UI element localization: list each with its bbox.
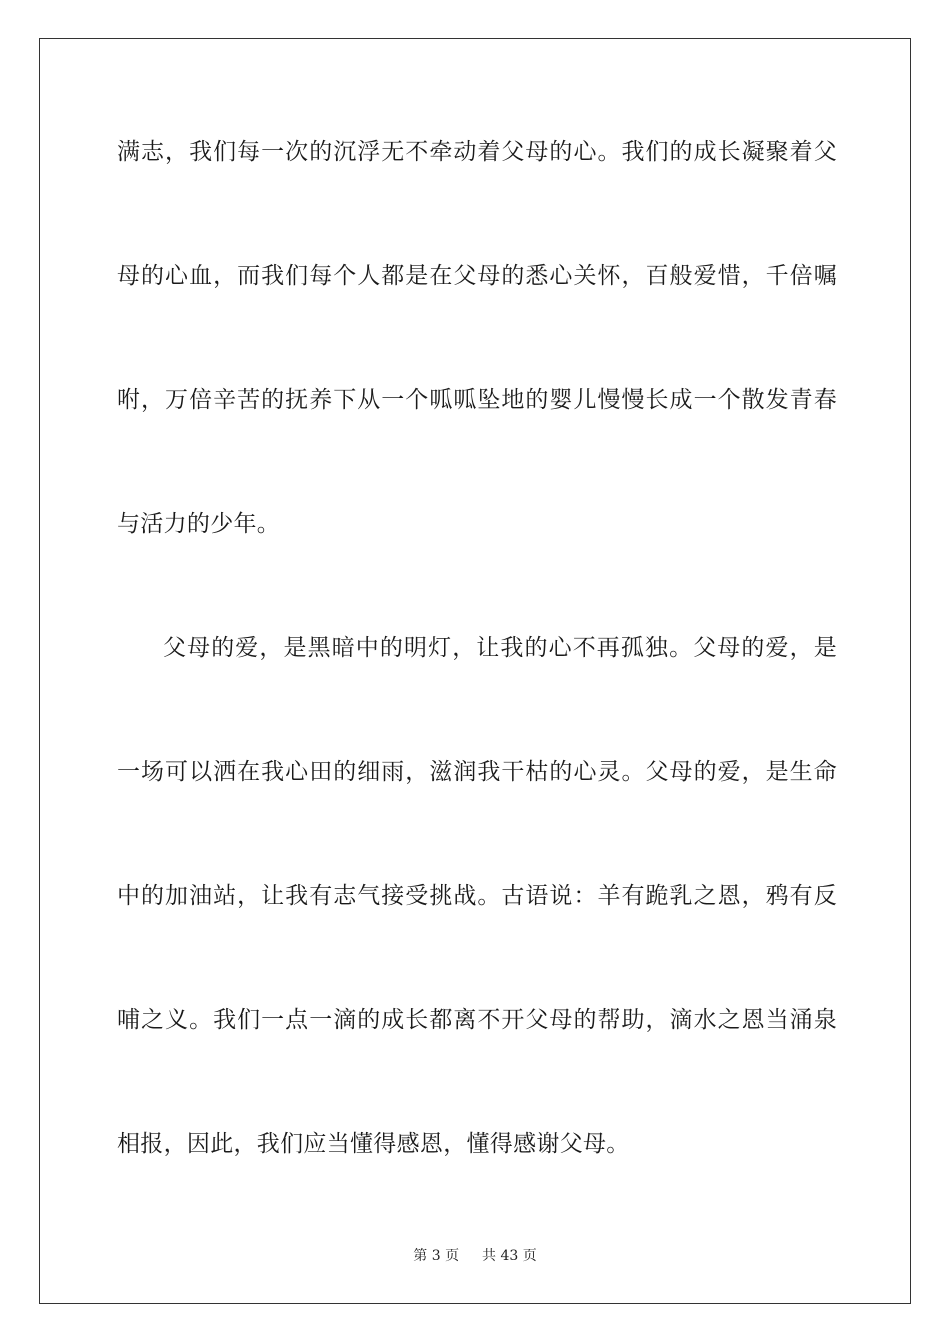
paragraph-line: 与活力的少年。 — [117, 511, 281, 537]
paragraph-line: 相报，因此，我们应当懂得感恩，懂得感谢父母。 — [117, 1131, 630, 1157]
paragraph-line: 满志，我们每一次的沉浮无不牵动着父母的心。我们的成长凝聚着父 — [117, 139, 837, 165]
paragraph-line: 哺之义。我们一点一滴的成长都离不开父母的帮助，滴水之恩当涌泉 — [117, 1007, 837, 1033]
page-footer — [0, 1247, 950, 1265]
page-total: 共 43 页 — [482, 1248, 537, 1264]
page-border — [39, 38, 911, 1304]
paragraph-line: 中的加油站，让我有志气接受挑战。古语说：羊有跪乳之恩，鸦有反 — [117, 883, 837, 909]
paragraph-line: 一场可以洒在我心田的细雨，滋润我干枯的心灵。父母的爱，是生命 — [117, 759, 837, 785]
paragraph-line: 父母的爱，是黑暗中的明灯，让我的心不再孤独。父母的爱，是 — [163, 635, 837, 661]
paragraph-line: 咐，万倍辛苦的抚养下从一个呱呱坠地的婴儿慢慢长成一个散发青春 — [117, 387, 837, 413]
paragraph-line: 母的心血，而我们每个人都是在父母的悉心关怀，百般爱惜，千倍嘱 — [117, 263, 837, 289]
page-number: 第 3 页 — [413, 1248, 460, 1264]
